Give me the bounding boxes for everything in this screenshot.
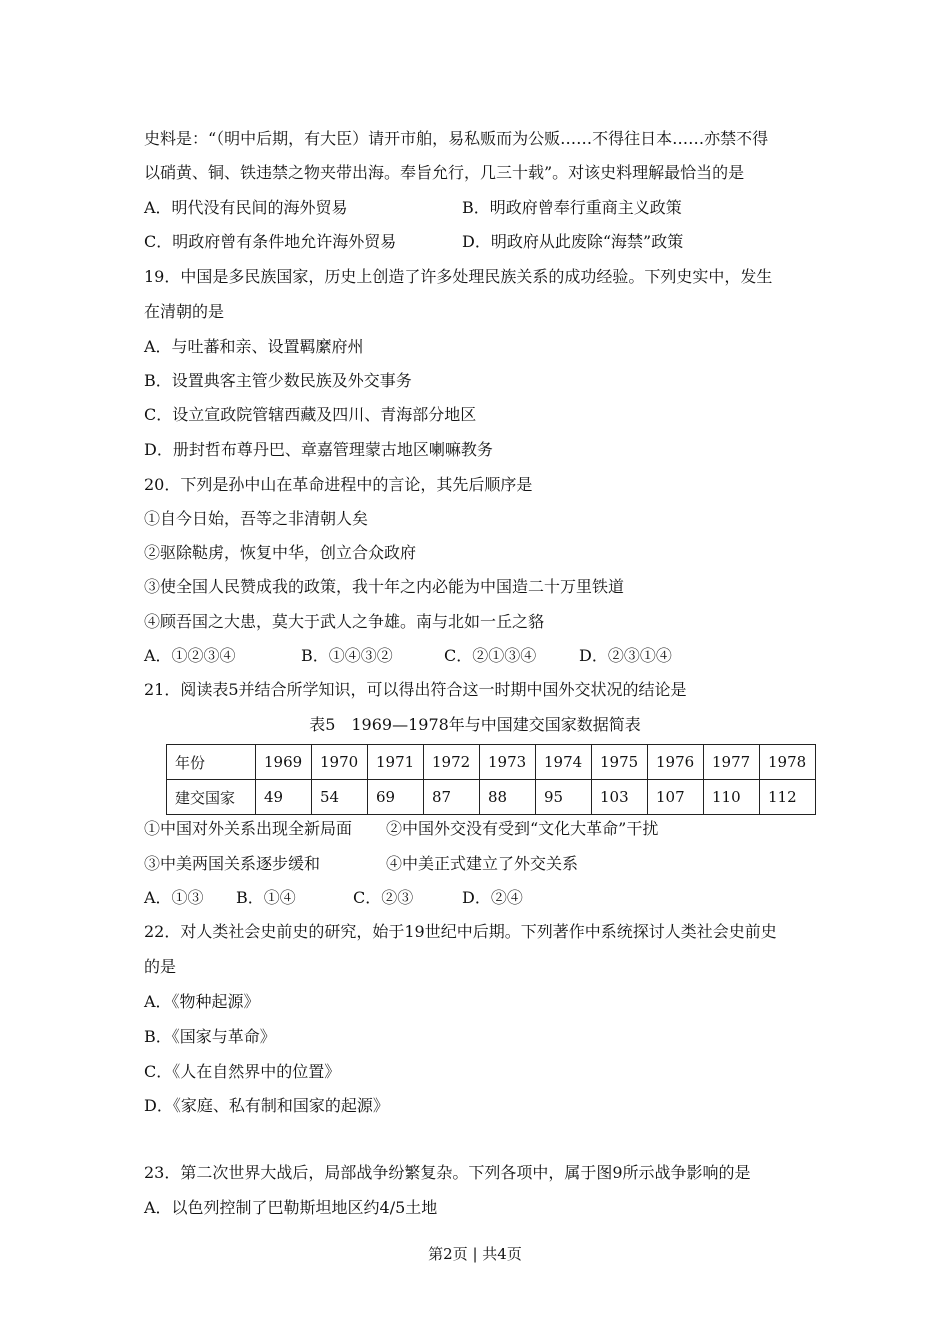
q20-option-b: B．①④③② xyxy=(301,646,393,665)
q21-option-a: A．①③ xyxy=(144,888,204,907)
q21-option-c: C．②③ xyxy=(353,888,414,907)
q19-option-c: C．设立宣政院管辖西藏及四川、青海部分地区 xyxy=(144,405,477,424)
table-cell: 1971 xyxy=(368,745,424,780)
q20-quote-2: ②驱除鞑虏，恢复中华，创立合众政府 xyxy=(144,543,417,562)
q19-option-a: A．与吐蕃和亲、设置羁縻府州 xyxy=(144,337,364,356)
table-cell: 1970 xyxy=(312,745,368,780)
q22-stem-line-2: 的是 xyxy=(144,957,177,976)
table-cell: 103 xyxy=(592,780,648,815)
q21-statement-2: ②中国外交没有受到“文化大革命”干扰 xyxy=(386,819,659,838)
q20-option-d: D．②③①④ xyxy=(579,646,672,665)
table-row-counts xyxy=(167,780,816,815)
q22-option-d: D．《家庭、私有制和国家的起源》 xyxy=(144,1096,389,1115)
table-header-year: 年份 xyxy=(167,745,256,780)
table-cell: 1969 xyxy=(256,745,312,780)
q18-stem-line-1: 史料是：“（明中后期，有大臣）请开市舶，易私贩而为公贩……不得往日本……亦禁不得 xyxy=(144,129,769,148)
table-cell: 49 xyxy=(256,780,312,815)
table-cell: 1977 xyxy=(704,745,760,780)
table-cell: 1976 xyxy=(648,745,704,780)
table-cell: 54 xyxy=(312,780,368,815)
table-cell: 69 xyxy=(368,780,424,815)
q22-option-a: A．《物种起源》 xyxy=(144,992,260,1011)
table-cell: 1973 xyxy=(480,745,536,780)
q19-option-d: D．册封哲布尊丹巴、章嘉管理蒙古地区喇嘛教务 xyxy=(144,440,493,459)
table-cell: 1978 xyxy=(760,745,816,780)
q18-option-b: B．明政府曾奉行重商主义政策 xyxy=(462,198,682,217)
table-cell: 107 xyxy=(648,780,704,815)
table-cell: 87 xyxy=(424,780,480,815)
table-cell: 1974 xyxy=(536,745,592,780)
q21-option-d: D．②④ xyxy=(462,888,523,907)
q18-stem-line-2: 以硝黄、铜、铁违禁之物夹带出海。奉旨允行，几三十载”。对该史料理解最恰当的是 xyxy=(144,163,745,182)
q21-option-b: B．①④ xyxy=(236,888,296,907)
q22-stem-line-1: 22．对人类社会史前史的研究，始于19世纪中后期。下列著作中系统探讨人类社会史前史 xyxy=(144,922,777,941)
q23-option-a: A．以色列控制了巴勒斯坦地区约4/5土地 xyxy=(144,1198,438,1217)
table-cell: 1975 xyxy=(592,745,648,780)
q20-quote-3: ③使全国人民赞成我的政策，我十年之内必能为中国造二十万里铁道 xyxy=(144,577,625,596)
table-row-years xyxy=(167,745,816,780)
q20-quote-1: ①自今日始，吾等之非清朝人矣 xyxy=(144,509,369,528)
table-cell: 1972 xyxy=(424,745,480,780)
q22-option-c: C．《人在自然界中的位置》 xyxy=(144,1062,341,1081)
diplomacy-data-table xyxy=(166,744,816,815)
q18-option-a: A．明代没有民间的海外贸易 xyxy=(144,198,348,217)
table-cell: 88 xyxy=(480,780,536,815)
q19-stem-line-1: 19．中国是多民族国家，历史上创造了许多处理民族关系的成功经验。下列史实中，发生 xyxy=(144,267,773,286)
q21-statement-4: ④中美正式建立了外交关系 xyxy=(386,854,579,873)
table-caption: 表5 1969—1978年与中国建交国家数据简表 xyxy=(309,715,641,734)
q18-option-d: D．明政府从此废除“海禁”政策 xyxy=(462,232,684,251)
table-cell: 110 xyxy=(704,780,760,815)
q20-option-c: C．②①③④ xyxy=(444,646,537,665)
q21-statement-1: ①中国对外关系出现全新局面 xyxy=(144,819,353,838)
q21-statement-3: ③中美两国关系逐步缓和 xyxy=(144,854,321,873)
q20-option-a: A．①②③④ xyxy=(144,646,236,665)
table-header-countries: 建交国家 xyxy=(167,780,256,815)
q21-stem: 21．阅读表5并结合所学知识，可以得出符合这一时期中国外交状况的结论是 xyxy=(144,680,687,699)
q20-stem: 20．下列是孙中山在革命进程中的言论，其先后顺序是 xyxy=(144,475,533,494)
page-footer: 第2页 | 共4页 xyxy=(428,1245,522,1263)
q20-quote-4: ④顾吾国之大患，莫大于武人之争雄。南与北如一丘之貉 xyxy=(144,612,545,631)
q19-stem-line-2: 在清朝的是 xyxy=(144,302,225,321)
table-cell: 95 xyxy=(536,780,592,815)
q18-option-c: C．明政府曾有条件地允许海外贸易 xyxy=(144,232,397,251)
table-cell: 112 xyxy=(760,780,816,815)
q22-option-b: B．《国家与革命》 xyxy=(144,1027,276,1046)
q19-option-b: B．设置典客主管少数民族及外交事务 xyxy=(144,371,412,390)
q23-stem: 23．第二次世界大战后，局部战争纷繁复杂。下列各项中，属于图9所示战争影响的是 xyxy=(144,1163,751,1182)
